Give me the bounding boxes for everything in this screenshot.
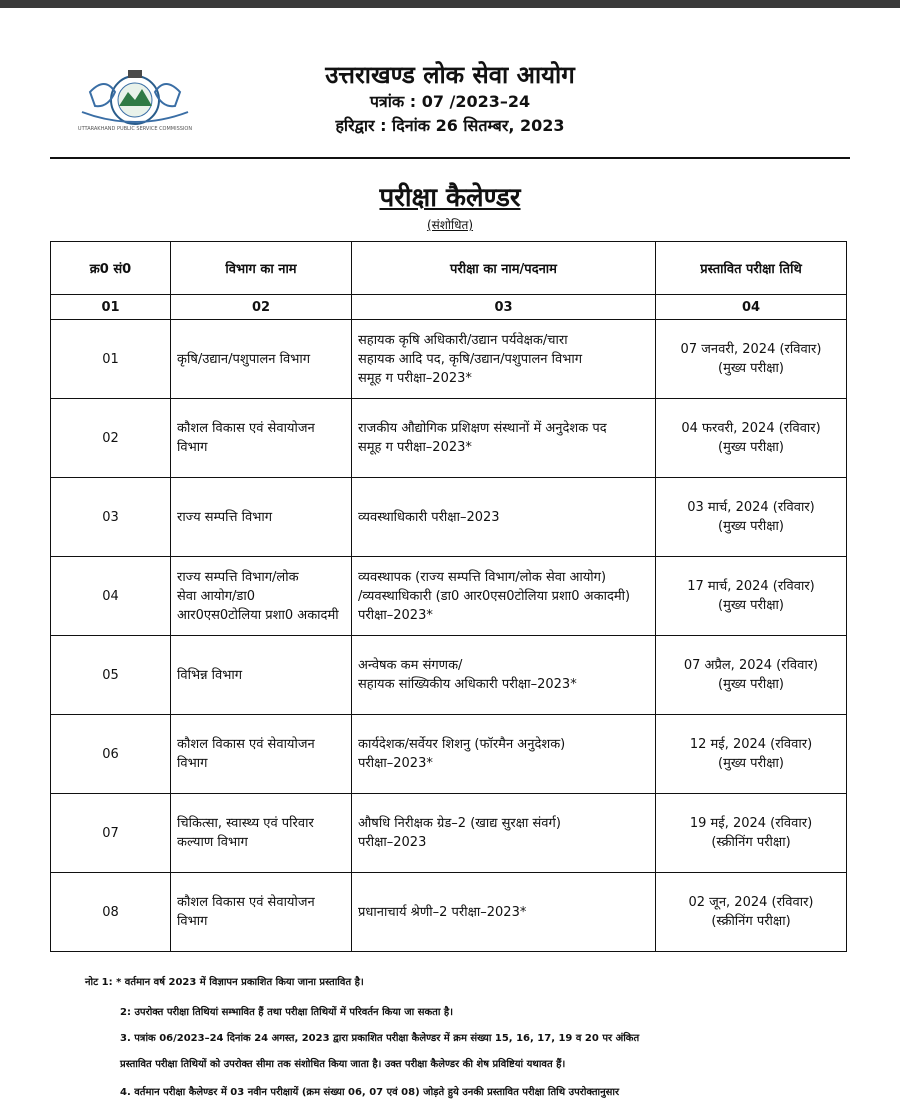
table-row — [51, 478, 847, 557]
proposed-exam-date-line: 02 जून, 2024 (रविवार) — [688, 895, 814, 910]
proposed-exam-date-line: 07 जनवरी, 2024 (रविवार) — [680, 342, 822, 357]
note-3: 3. पत्रांक 06/2023–24 दिनांक 24 अगस्त, 2023 द्वारा प्रकाशित परीक्षा कैलेण्डर में क्रम संख्या 15, 16, 17, 19 व 20 पर अंकित — [120, 1033, 640, 1044]
table-row — [51, 873, 847, 952]
serial-number: 05 — [51, 636, 171, 715]
column-header: विभाग का नाम — [171, 242, 352, 295]
exam-name — [352, 873, 656, 952]
proposed-exam-date-line: (मुख्य परीक्षा) — [718, 677, 784, 692]
department-name-line: राज्य सम्पत्ति विभाग — [177, 509, 273, 525]
note-4: 4. वर्तमान परीक्षा कैलेण्डर में 03 नवीन परीक्षायें (क्रम संख्या 06, 07 एवं 08) जोड़ते हुये उनकी प्रस्तावित परीक्षा तिथि उपरोक्तानुसार — [120, 1087, 620, 1098]
department-name-line: राज्य सम्पत्ति विभाग/लोक — [177, 569, 299, 585]
exam-name-line: प्रधानाचार्य श्रेणी–2 परीक्षा–2023* — [358, 904, 527, 920]
table-row — [51, 636, 847, 715]
exam-name-line: औषधि निरीक्षक ग्रेड–2 (खाद्य सुरक्षा संवर्ग) — [358, 816, 561, 831]
department-name-line: विभाग — [177, 914, 208, 929]
proposed-exam-date — [656, 794, 847, 873]
department-name — [171, 478, 352, 557]
proposed-exam-date-line: (मुख्य परीक्षा) — [718, 361, 784, 376]
exam-name — [352, 320, 656, 399]
proposed-exam-date-line: (मुख्य परीक्षा) — [718, 519, 784, 534]
department-name — [171, 399, 352, 478]
organisation-name: उत्तराखण्ड लोक सेवा आयोग — [325, 61, 575, 89]
column-number: 02 — [171, 295, 352, 320]
proposed-exam-date-line: 03 मार्च, 2024 (रविवार) — [687, 500, 815, 515]
column-number-row — [51, 295, 847, 320]
department-name-line: कल्याण विभाग — [177, 835, 248, 850]
column-number: 01 — [51, 295, 171, 320]
window-top-bar — [0, 0, 900, 8]
column-number: 03 — [352, 295, 656, 320]
commission-logo — [70, 62, 200, 132]
proposed-exam-date — [656, 478, 847, 557]
document-title: परीक्षा कैलेण्डर — [379, 183, 521, 213]
exam-calendar-table — [50, 241, 847, 952]
exam-name-line: समूह ग परीक्षा–2023* — [358, 370, 472, 386]
proposed-exam-date-line: 17 मार्च, 2024 (रविवार) — [687, 579, 815, 594]
department-name — [171, 636, 352, 715]
proposed-exam-date-line: 04 फरवरी, 2024 (रविवार) — [681, 421, 821, 436]
table-row — [51, 794, 847, 873]
exam-name — [352, 636, 656, 715]
proposed-exam-date — [656, 320, 847, 399]
department-name-line: कौशल विकास एवं सेवायोजन — [177, 421, 315, 436]
department-name-line: आर0एस0टोलिया प्रशा0 अकादमी — [177, 607, 339, 623]
exam-name-line: समूह ग परीक्षा–2023* — [358, 440, 472, 455]
department-name-line: विभाग — [177, 440, 208, 455]
exam-name — [352, 478, 656, 557]
serial-number: 02 — [51, 399, 171, 478]
department-name — [171, 794, 352, 873]
exam-name — [352, 557, 656, 636]
note-1: नोट 1: * वर्तमान वर्ष 2023 में विज्ञापन प्रकाशित किया जाना प्रस्तावित है। — [85, 977, 364, 988]
exam-name-line: परीक्षा–2023 — [358, 835, 427, 850]
column-header: क्र0 सं0 — [51, 242, 171, 295]
proposed-exam-date-line: (मुख्य परीक्षा) — [718, 598, 784, 613]
letter-number: पत्रांक : 07 /2023–24 — [369, 92, 531, 111]
exam-name-line: सहायक सांख्यिकीय अधिकारी परीक्षा–2023* — [358, 677, 577, 692]
proposed-exam-date — [656, 557, 847, 636]
exam-name-line: परीक्षा–2023* — [358, 756, 433, 771]
proposed-exam-date-line: 12 मई, 2024 (रविवार) — [689, 737, 813, 752]
exam-name — [352, 715, 656, 794]
department-name-line: कौशल विकास एवं सेवायोजन — [177, 895, 315, 910]
department-name-line: कृषि/उद्यान/पशुपालन विभाग — [177, 351, 311, 367]
note-2: 2: उपरोक्त परीक्षा तिथियां सम्भावित हैं तथा परीक्षा तिथियों में परिवर्तन किया जा सकता है। — [120, 1007, 454, 1018]
department-name-line: सेवा आयोग/डा0 — [177, 588, 256, 604]
department-name — [171, 715, 352, 794]
exam-name-line: व्यवस्थाधिकारी परीक्षा–2023 — [358, 509, 500, 525]
exam-name-line: राजकीय औद्योगिक प्रशिक्षण संस्थानों में अनुदेशक पद — [358, 421, 607, 436]
note-3-continued: प्रस्तावित परीक्षा तिथियों को उपरोक्त सीमा तक संशोधित किया जाता है। उक्त परीक्षा कैलेण्डर की शेष प्रविष्टियां यथावत हैं। — [120, 1059, 566, 1070]
column-number: 04 — [656, 295, 847, 320]
letter-header — [260, 60, 640, 138]
header-row — [51, 242, 847, 295]
proposed-exam-date-line: 07 अप्रैल, 2024 (रविवार) — [683, 658, 819, 673]
exam-name-line: व्यवस्थापक (राज्य सम्पत्ति विभाग/लोक सेवा आयोग) — [358, 569, 607, 585]
serial-number: 04 — [51, 557, 171, 636]
table-row — [51, 557, 847, 636]
proposed-exam-date-line: 19 मई, 2024 (रविवार) — [689, 816, 813, 831]
exam-name — [352, 399, 656, 478]
table-row — [51, 320, 847, 399]
department-name-line: विभाग — [177, 756, 208, 771]
proposed-exam-date-line: (स्क्रीनिंग परीक्षा) — [711, 835, 791, 850]
department-name — [171, 873, 352, 952]
serial-number: 07 — [51, 794, 171, 873]
column-header: प्रस्तावित परीक्षा तिथि — [656, 242, 847, 295]
proposed-exam-date — [656, 715, 847, 794]
serial-number: 03 — [51, 478, 171, 557]
exam-name-line: /व्यवस्थाधिकारी (डा0 आर0एस0टोलिया प्रशा0 अकादमी) — [358, 588, 631, 604]
proposed-exam-date — [656, 399, 847, 478]
place-date: हरिद्वार : दिनांक 26 सितम्बर, 2023 — [335, 116, 565, 135]
proposed-exam-date-line: (मुख्य परीक्षा) — [718, 756, 784, 771]
header-divider — [50, 157, 850, 159]
serial-number: 01 — [51, 320, 171, 399]
exam-name-line: सहायक आदि पद, कृषि/उद्यान/पशुपालन विभाग — [358, 351, 583, 367]
department-name-line: कौशल विकास एवं सेवायोजन — [177, 737, 315, 752]
exam-name-line: परीक्षा–2023* — [358, 607, 433, 623]
document-subtitle: (संशोधित) — [426, 218, 474, 232]
department-name-line: विभिन्न विभाग — [177, 667, 243, 683]
proposed-exam-date — [656, 636, 847, 715]
svg-text:UTTARAKHAND PUBLIC SERVICE COM: UTTARAKHAND PUBLIC SERVICE COMMISSION — [77, 126, 193, 132]
exam-name-line: कार्यदेशक/सर्वेयर शिशनु (फॉरमैन अनुदेशक) — [358, 737, 566, 752]
table-row — [51, 399, 847, 478]
department-name — [171, 557, 352, 636]
proposed-exam-date-line: (स्क्रीनिंग परीक्षा) — [711, 914, 791, 929]
department-name — [171, 320, 352, 399]
column-header: परीक्षा का नाम/पदनाम — [352, 242, 656, 295]
department-name-line: चिकित्सा, स्वास्थ्य एवं परिवार — [177, 816, 314, 831]
serial-number: 06 — [51, 715, 171, 794]
serial-number: 08 — [51, 873, 171, 952]
exam-name — [352, 794, 656, 873]
proposed-exam-date-line: (मुख्य परीक्षा) — [718, 440, 784, 455]
exam-name-line: सहायक कृषि अधिकारी/उद्यान पर्यवेक्षक/चारा — [358, 332, 568, 348]
proposed-exam-date — [656, 873, 847, 952]
table-row — [51, 715, 847, 794]
exam-name-line: अन्वेषक कम संगणक/ — [358, 658, 463, 673]
